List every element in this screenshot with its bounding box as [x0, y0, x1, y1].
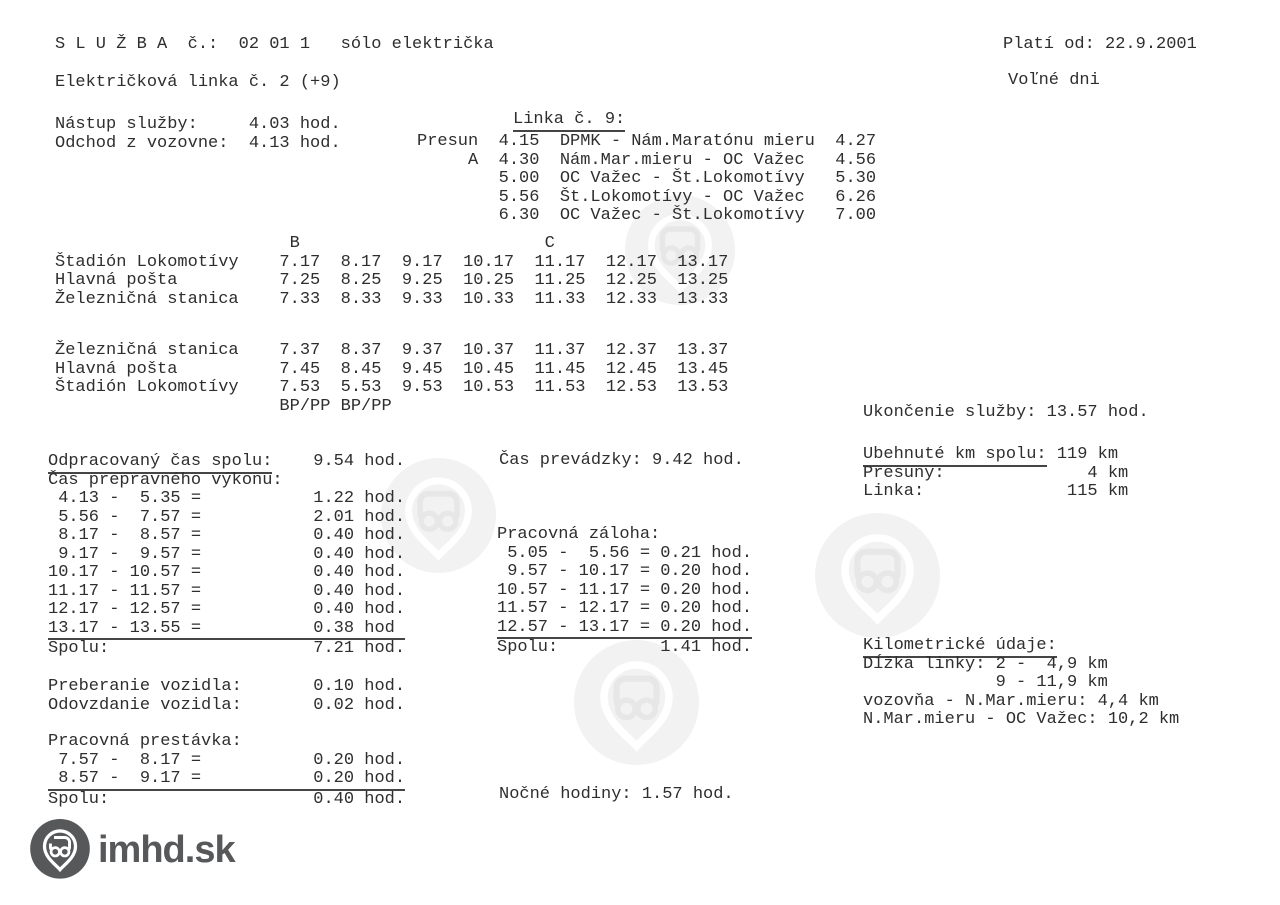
- work-break-block: [48, 733, 405, 809]
- km-total-block: [863, 446, 1128, 502]
- text-line: Železničná stanica 7.33 8.33 9.33 10.33 11.33 12.33 13.33: [55, 289, 729, 309]
- line-text: 119 km: [1046, 445, 1119, 464]
- text-line: 7.57 - 8.17 = 0.20 hod.: [48, 750, 406, 770]
- text-line: 9.57 - 10.17 = 0.20 hod.: [497, 562, 753, 581]
- imhd-logo-icon: [30, 819, 90, 881]
- text-line: Presuny: 4 km: [863, 463, 1129, 483]
- text-line: 12.17 - 12.57 = 0.40 hod.: [48, 600, 406, 619]
- text-line: Štadión Lokomotívy 7.53 5.53 9.53 10.53 11.53 12.53 13.53: [55, 378, 729, 397]
- text-line: 4.13 - 5.35 = 1.22 hod.: [48, 489, 406, 508]
- text-line: N.Mar.mieru - OC Važec: 10,2 km: [863, 710, 1180, 729]
- text-line: [863, 637, 1179, 656]
- line-text: Spolu: 1.41 hod.: [497, 638, 753, 657]
- line-title: Električková linka č. 2 (+9): [55, 73, 341, 92]
- text-line: Štadión Lokomotívy 7.17 8.17 9.17 10.17 11.17 12.17 13.17: [55, 252, 729, 272]
- text-line: 8.17 - 8.57 = 0.40 hod.: [48, 526, 406, 545]
- timetable-return: [55, 342, 728, 416]
- underlined-label: Odpracovaný čas spolu:: [48, 452, 272, 474]
- text-line: Presun 4.15 DPMK - Nám.Maratónu mieru 4.27: [417, 132, 877, 151]
- text-line: 10.57 - 11.17 = 0.20 hod.: [497, 580, 753, 600]
- night-hours: Nočné hodiny: 1.57 hod.: [499, 785, 734, 804]
- text-line: 12.57 - 13.17 = 0.20 hod.: [497, 617, 753, 637]
- imhd-watermark: [815, 513, 940, 638]
- text-line: 6.30 OC Važec - Št.Lokomotívy 7.00: [417, 206, 877, 225]
- text-line: 5.05 - 5.56 = 0.21 hod.: [497, 543, 753, 563]
- text-line: Linka: 115 km: [863, 482, 1129, 501]
- line-text: 9.54 hod.: [272, 452, 406, 471]
- vehicle-takeover-block: [48, 678, 405, 715]
- valid-from: Platí od: 22.9.2001: [1003, 35, 1197, 54]
- text-line: 5.56 Št.Lokomotívy - OC Važec 6.26: [417, 187, 877, 207]
- text-line: vozovňa - N.Mar.mieru: 4,4 km: [863, 691, 1159, 711]
- text-line: Pracovná prestávka:: [48, 732, 242, 751]
- service-number-header: S L U Ž B A č.: 02 01 1 sólo električka: [55, 35, 494, 54]
- text-line: Nástup služby: 4.03 hod.: [55, 115, 341, 134]
- text-line: 9 - 11,9 km: [863, 673, 1108, 692]
- km-details-block: [863, 637, 1179, 730]
- text-line: [48, 638, 405, 659]
- end-of-service: Ukončenie služby: 13.57 hod.: [863, 403, 1149, 422]
- text-line: [863, 446, 1128, 465]
- text-line: Pracovná záloha:: [497, 525, 661, 544]
- underlined-label: Kilometrické údaje:: [863, 636, 1057, 658]
- timetable-outbound: [55, 235, 728, 309]
- worked-time-block: [48, 453, 405, 659]
- text-line: [48, 789, 405, 810]
- text-line: Hlavná pošta 7.45 8.45 9.45 10.45 11.45 12.45 13.45: [55, 359, 729, 379]
- text-line: 11.17 - 11.57 = 0.40 hod.: [48, 581, 406, 601]
- imhd-watermark: [574, 640, 699, 765]
- line9-heading: [513, 111, 625, 130]
- text-line: Odchod z vozovne: 4.13 hod.: [55, 133, 341, 153]
- text-line: 5.00 OC Važec - Št.Lokomotívy 5.30: [417, 169, 877, 188]
- text-line: 11.57 - 12.17 = 0.20 hod.: [497, 599, 753, 618]
- line-text: Spolu: 0.40 hod.: [48, 789, 406, 809]
- text-line: [497, 637, 752, 658]
- day-type: Voľné dni: [1008, 71, 1100, 90]
- text-line: Preberanie vozidla: 0.10 hod.: [48, 677, 406, 696]
- underlined-label: Ubehnuté km spolu:: [863, 445, 1047, 467]
- text-line: [48, 453, 405, 472]
- line-text: Spolu: 7.21 hod.: [48, 639, 406, 658]
- work-reserve-block: [497, 526, 752, 658]
- text-line: 5.56 - 7.57 = 2.01 hod.: [48, 507, 406, 527]
- text-line: Dĺžka linky: 2 - 4,9 km: [863, 654, 1108, 674]
- text-line: Železničná stanica 7.37 8.37 9.37 10.37 11.37 12.37 13.37: [55, 341, 729, 360]
- operation-time: Čas prevádzky: 9.42 hod.: [499, 451, 744, 470]
- text-line: Odovzdanie vozidla: 0.02 hod.: [48, 695, 406, 715]
- service-start-block: [55, 116, 341, 153]
- text-line: 9.17 - 9.57 = 0.40 hod.: [48, 544, 406, 564]
- text-line: A 4.30 Nám.Mar.mieru - OC Važec 4.56: [417, 150, 877, 170]
- text-line: 10.17 - 10.57 = 0.40 hod.: [48, 563, 406, 582]
- line9-heading-label: Linka č. 9:: [513, 110, 625, 132]
- text-line: 8.57 - 9.17 = 0.20 hod.: [48, 769, 406, 788]
- text-line: Hlavná pošta 7.25 8.25 9.25 10.25 11.25 12.25 13.25: [55, 271, 729, 290]
- imhd-logo-text: imhd.sk: [98, 828, 235, 871]
- text-line: Čas prepravného výkonu:: [48, 470, 283, 490]
- text-line: BP/PP BP/PP: [55, 396, 392, 416]
- text-line: B C: [55, 234, 555, 253]
- text-line: 13.17 - 13.55 = 0.38 hod: [48, 618, 395, 638]
- imhd-logo: [30, 819, 235, 881]
- line9-transfers-block: [417, 133, 876, 226]
